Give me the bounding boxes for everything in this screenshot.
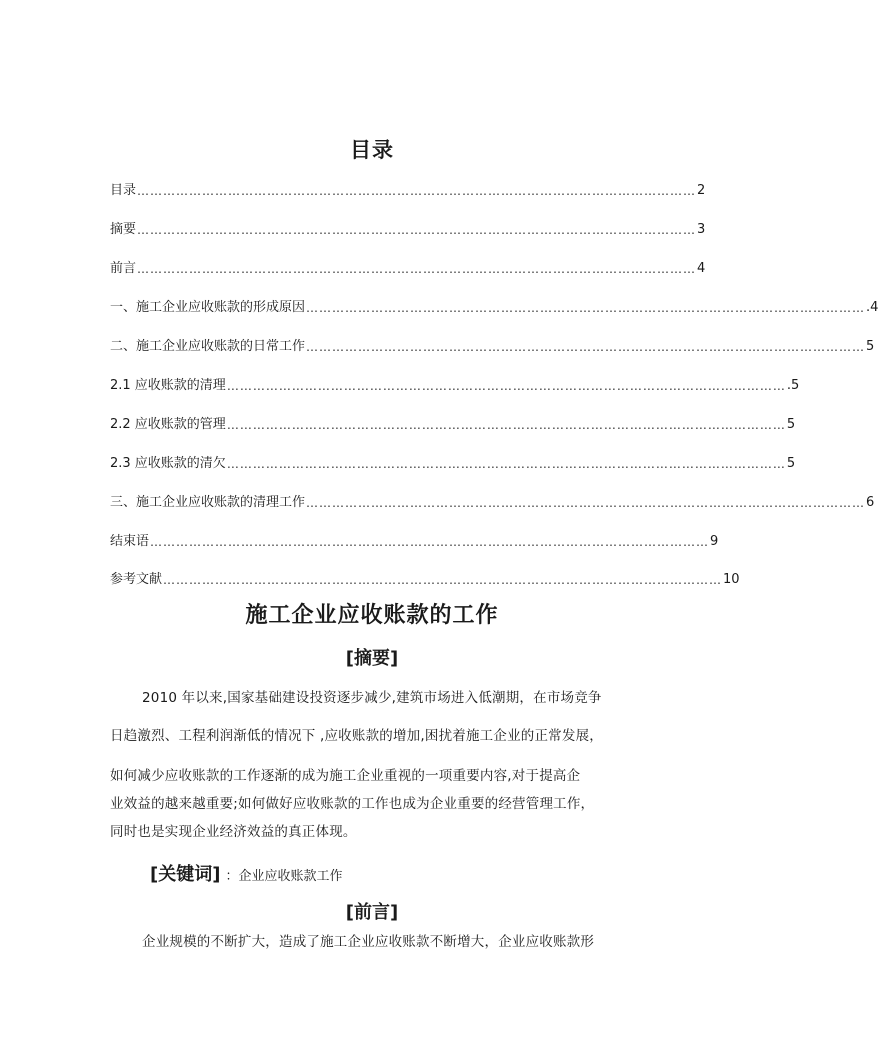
preface-line: 企业规模的不断扩大，造成了施工企业应收账款不断增大，企业应收账款形 [142, 934, 595, 950]
toc-entry[interactable] [110, 256, 706, 276]
keywords-line [150, 860, 343, 886]
toc-entry-label: 一、施工企业应收账款的形成原因 [110, 300, 306, 315]
toc-entry-page: .5 [786, 378, 800, 393]
toc-entry-page: .4 [866, 300, 878, 315]
toc-entry-page: 10 [723, 572, 740, 587]
toc-entry-label: 摘要 [110, 222, 137, 237]
toc-entry-label: 前言 [110, 261, 137, 276]
toc-entry-label: 2.2 应收账款的管理 [110, 417, 226, 432]
toc-entry-label: 目录 [110, 183, 137, 198]
keywords-heading: [关键词] [150, 864, 221, 885]
toc-entry[interactable] [110, 567, 740, 587]
toc-leader-dots: ………………………………………………………………………………………………………………… [137, 262, 697, 276]
toc-entry-page: 2 [697, 183, 706, 198]
toc-entry-label: 2.3 应收账款的清欠 [110, 456, 226, 471]
toc-entry-label: 二、施工企业应收账款的日常工作 [110, 339, 306, 354]
toc-entry[interactable] [110, 178, 706, 198]
toc-entry-label: 结束语 [110, 534, 150, 549]
toc-entry[interactable] [110, 217, 706, 237]
toc-entry[interactable] [110, 529, 719, 549]
abstract-line: 2010 年以来,国家基础建设投资逐步减少,建筑市场进入低潮期，在市场竞争 [142, 690, 602, 706]
abstract-line: 业效益的越来越重要;如何做好应收账款的工作也成为企业重要的经营管理工作， [110, 796, 595, 812]
toc-entry-page: 5 [786, 417, 796, 432]
toc-entry-page: 5 [866, 339, 875, 354]
toc-title: 目录 [350, 138, 394, 162]
toc-leader-dots: ………………………………………………………………………………………………………………… [226, 457, 786, 471]
toc-entry[interactable] [110, 490, 875, 510]
toc-leader-dots: ………………………………………………………………………………………………………………… [226, 418, 786, 432]
toc-entry[interactable] [110, 295, 878, 315]
toc-entry[interactable] [110, 451, 796, 471]
abstract-line: 如何减少应收账款的工作逐渐的成为施工企业重视的一项重要内容,对于提高企 [110, 768, 581, 784]
toc-entry-label: 三、施工企业应收账款的清理工作 [110, 495, 306, 510]
toc-entry-page: 6 [866, 495, 875, 510]
preface-heading: [前言] [345, 902, 399, 923]
toc-leader-dots: ………………………………………………………………………………………………………………… [137, 184, 697, 198]
toc-leader-dots: ………………………………………………………………………………………………………………… [306, 496, 866, 510]
toc-leader-dots: ………………………………………………………………………………………………………………… [306, 340, 866, 354]
toc-entry[interactable] [110, 373, 800, 393]
toc-leader-dots: ………………………………………………………………………………………………………………… [163, 573, 723, 587]
toc-entry[interactable] [110, 412, 796, 432]
toc-entry-label: 2.1 应收账款的清理 [110, 378, 226, 393]
toc-leader-dots: ………………………………………………………………………………………………………………… [306, 301, 866, 315]
toc-entry-page: 5 [786, 456, 796, 471]
article-title: 施工企业应收账款的工作 [245, 603, 499, 628]
toc-entry-page: 4 [697, 261, 706, 276]
abstract-heading: [摘要] [345, 648, 399, 669]
toc-entry-label: 参考文献 [110, 572, 163, 587]
toc-leader-dots: ………………………………………………………………………………………………………………… [137, 223, 697, 237]
abstract-line: 同时也是实现企业经济效益的真正体现。 [110, 824, 357, 840]
toc-leader-dots: ………………………………………………………………………………………………………………… [226, 379, 786, 393]
toc-entry-page: 3 [697, 222, 706, 237]
keywords-text: ：企业应收账款工作 [225, 869, 343, 884]
toc-entry-page: 9 [710, 534, 719, 549]
toc-leader-dots: ………………………………………………………………………………………………………………… [150, 535, 710, 549]
abstract-line: 日趋激烈、工程利润渐低的情况下 ,应收账款的增加,困扰着施工企业的正常发展， [110, 728, 603, 744]
toc-entry[interactable] [110, 334, 875, 354]
